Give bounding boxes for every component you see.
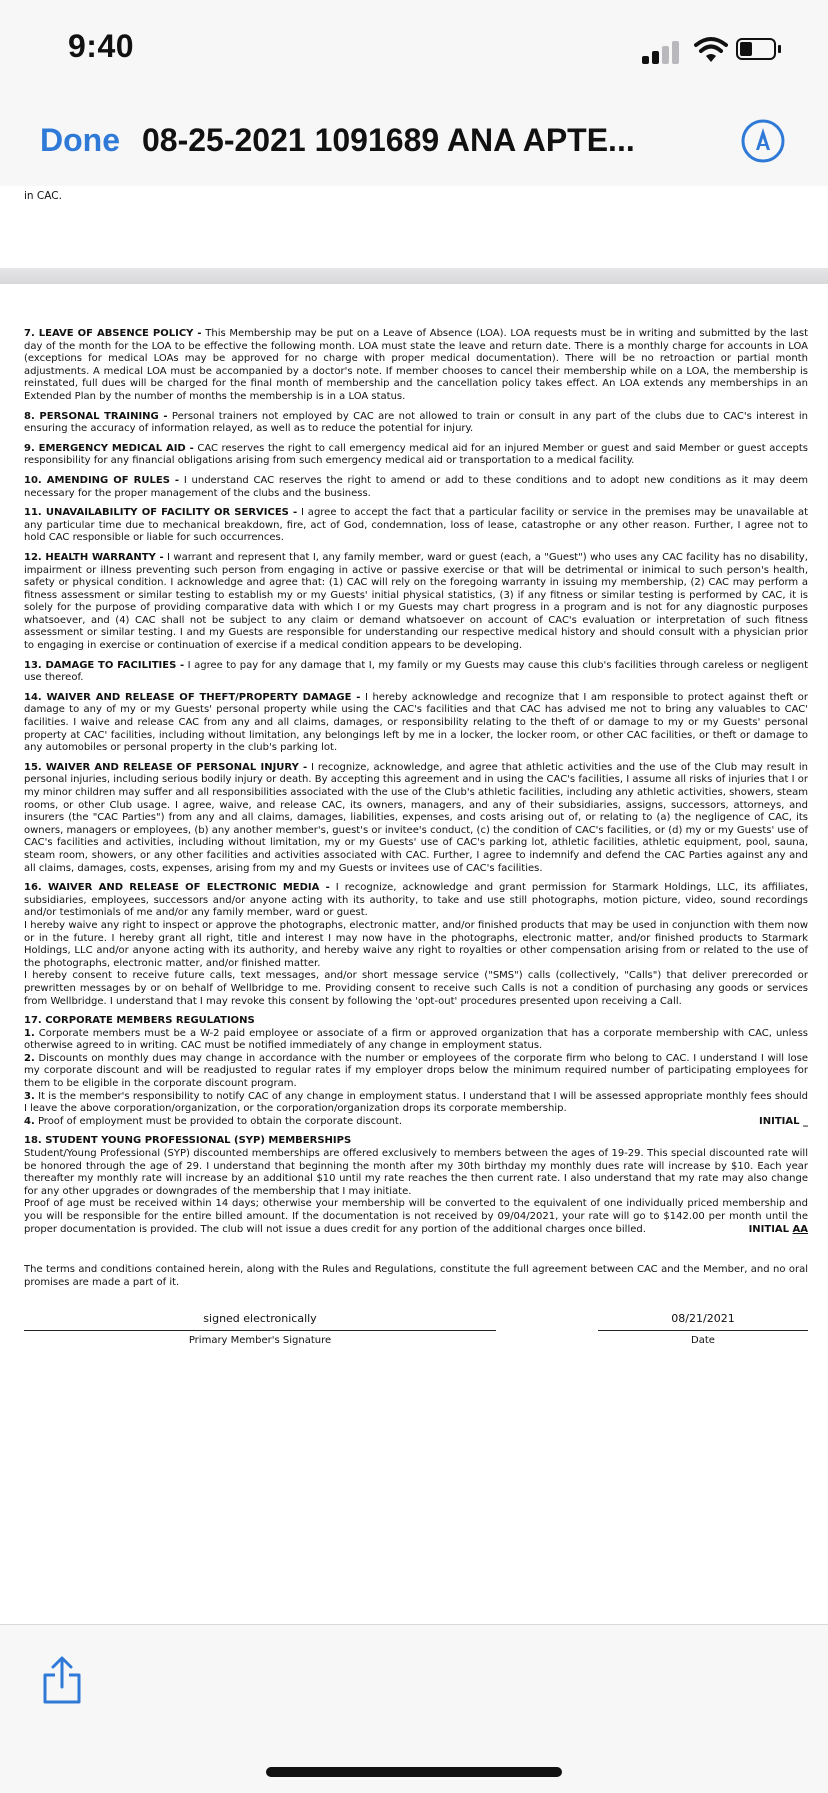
section-title: 7. LEAVE OF ABSENCE POLICY -: [24, 328, 202, 339]
cellular-signal-icon: [642, 34, 682, 68]
markup-pen-icon[interactable]: [740, 118, 786, 164]
closing-statement: The terms and conditions contained herein, along with the Rules and Regulations, constitute the full agreement between CAC and the Member, and no oral promises are made a part of it.: [24, 1264, 808, 1288]
section-title: 9. EMERGENCY MEDICAL AID -: [24, 442, 194, 454]
section-personal-injury: [24, 762, 808, 875]
status-bar: [0, 0, 828, 100]
date-block: [598, 1313, 808, 1347]
section-theft-property-damage: [24, 692, 808, 755]
signature-value: signed electronically: [24, 1313, 496, 1331]
date-value: 08/21/2021: [598, 1313, 808, 1331]
section-body: Personal trainers not employed by CAC are not allowed to train or consult in any part of the clubs due to CAC's interest in ensuring the accuracy of information relayed, as well as to reduce the potential for injury.: [24, 410, 808, 435]
section-body: I understand CAC reserves the right to amend or add to these conditions and to adopt new conditions as it may deem necessary for the proper management of the clubs and the business.: [24, 474, 808, 499]
list-item: 3. It is the member's responsibility to notify CAC of any change in employment status. I understand that I will be assessed appropriate monthly fees should I leave the above corporation/organization, or the corporation/organization drops its corporate membership.: [24, 1090, 808, 1115]
done-button[interactable]: Done: [40, 122, 120, 158]
signature-row: [24, 1313, 808, 1353]
home-indicator[interactable]: [266, 1767, 562, 1777]
section-corporate-members: [24, 1015, 808, 1128]
page1-tail-text: in CAC.: [24, 190, 62, 202]
section-syp-memberships: [24, 1135, 808, 1236]
section-title: 14. WAIVER AND RELEASE OF THEFT/PROPERTY DAMAGE -: [24, 691, 361, 703]
section-paragraph: I hereby waive any right to inspect or approve the photographs, electronic matter, and/or finished products that may be used in conjunction with them now or in the future. I hereby grant all right, title and interest I may now have in the photographs, electronic matter, and/or finished products to Starmark Holdings, LLC and/or anyone acting with its authority, and hereby waive any right to royalties or other compensation arising from or related to the use of the photographs, electronic matter, and/or finished matter.: [24, 919, 808, 969]
section-health-warranty: [24, 552, 808, 653]
section-leave-of-absence: [24, 328, 808, 404]
status-time: 9:40: [68, 28, 135, 64]
wifi-icon: [694, 36, 728, 64]
section-body: CAC reserves the right to call emergency medical aid for an injured Member or guest and said Member or guest accepts responsibility for any financial obligations arising from such emergency medical aid or transportation to a medical facility.: [24, 442, 808, 467]
list-item: 4. Proof of employment must be provided to obtain the corporate discount. INITIAL _: [24, 1115, 808, 1127]
battery-icon: [736, 38, 782, 62]
initial-field: INITIAL AA: [748, 1223, 808, 1235]
section-body: This Membership may be put on a Leave of Absence (LOA). LOA requests must be in writing and submitted by the last day of the month for the LOA to be effective the following month. LOA must state the leave and return date. There is a monthly charge for accounts in LOA (exceptions for medical LOAs may be approved for no charge with proper medical documentation). There will be no retroaction or partial month adjustments. A medical LOA must be accompanied by a doctor's note. If member chooses to cancel their membership while on a LOA, the membership is reinstated, full dues will be charged for the final month of membership and the cancellation policy takes effect. An LOA extends any memberships in an Extended Plan by the number of months the membership is in a LOA status.: [24, 328, 809, 402]
signature-block: [24, 1313, 496, 1347]
section-title: 15. WAIVER AND RELEASE OF PERSONAL INJURY -: [24, 761, 308, 773]
section-electronic-media: [24, 882, 808, 1008]
section-title: 17. CORPORATE MEMBERS REGULATIONS: [24, 1015, 255, 1027]
pdf-page[interactable]: [0, 284, 828, 1624]
section-paragraph: Proof of age must be received within 14 days; otherwise your membership will be converted to the equivalent of one individually priced membership and you will be responsible for the entire billed amount. If the documentation is not received by 09/04/2021, your rate will go to $142.00 per month until the proper documentation is provided. The club will not issue a dues credit for any portion of the additional charges once billed. INITIAL AA: [24, 1198, 808, 1235]
share-icon[interactable]: [40, 1655, 84, 1705]
document-title: 08-25-2021 1091689 ANA APTE...: [142, 122, 635, 158]
section-body: I recognize, acknowledge, and agree that athletic activities and the use of the Club may result in personal injuries, including serious bodily injury or death. By accepting this agreement and in using the CAC's facilities, I assume all risks of injuries that I or my minor children may suffer and all responsibilities associated with the use of the Club's athletic facilities, including any athletic activities, showers, steam rooms, or other Club usage. I agree, waive, and release CAC, its owners, managers, and any of their subsidiaries, assigns, successors, attorneys, and insurers (the "CAC Parties") from any and all claims, damages, liabilities, expenses, and costs arising out of, or relating to (a) the negligence of CAC, its owners, managers or employees, (b) any another member's, guest's or invitee's conduct, (c) the condition of CAC's facilities, or (d) my or my Guests' use of CAC's facilities and activities, including without limitation, my or my Guests' use of CAC's parking lot, athletic facilities, athletic equipment, pool, sauna, steam room, showers, or any other facilities and activities associated with CAC. Further, I agree to indemnify and defend the CAC Parties against any and all claims, damages, costs, expenses, arising from my and my Guests or invitees use of CAC's facilities.: [24, 761, 808, 874]
initial-field: INITIAL _: [759, 1115, 808, 1127]
section-title: 10. AMENDING OF RULES -: [24, 474, 180, 486]
section-body: I warrant and represent that I, any family member, ward or guest (each, a "Guest") who uses any CAC facility has no disability, impairment or illness preventing such person from engaging in active or passive exercise or that will be detrimental or inimical to such person's health, safety or physical condition. I acknowledge and agree that: (1) CAC will rely on the foregoing warranty in issuing my membership, (2) CAC may perform a fitness assessment or similar testing to establish my or my Guests' initial physical statistics, (3) if any fitness or similar testing is performed by CAC, it is solely for the purpose of providing comparative data with which I or my Guests may chart progress in a program and is not for any diagnostic purposes whatsoever, and (4) CAC shall not be subject to any claim or demand whatsoever on account of CAC's evaluation or interpretation of such fitness assessment or similar testing. I and my Guests are responsible for understanding our respective medical history and should consult with a physician prior to engaging in exercise or continuation of exercise if a medical condition appears to be developing.: [24, 551, 808, 652]
list-item: 2. Discounts on monthly dues may change in accordance with the number or employees of the corporate firm who belong to CAC. I understand I will lose my corporate discount and will be readjusted to regular rates if my employer drops below the minimum required number of participating employees for them to be eligible in the corporate discount program.: [24, 1052, 808, 1090]
bottom-toolbar: [0, 1624, 828, 1793]
section-paragraph: Student/Young Professional (SYP) discounted memberships are offered exclusively to members between the ages of 19-29. This special discounted rate will be honored through the age of 29. I understand that beginning the month after my 30th birthday my monthly dues rate will increase by $10. Each year thereafter my monthly rate will increase by an additional $10 until my rate reaches the then current rate. I also understand that my rate may also change for any other upgrades or downgrades of the membership that I may initiate.: [24, 1148, 808, 1197]
cutoff-text-line: [24, 186, 804, 190]
section-unavailability: [24, 507, 808, 545]
section-body: I agree to pay for any damage that I, my family or my Guests may cause this club's facilities through careless or negligent use thereof.: [24, 659, 808, 684]
section-damage-to-facilities: [24, 660, 808, 685]
signature-label: Primary Member's Signature: [188, 1334, 332, 1346]
date-label: Date: [691, 1334, 715, 1346]
section-body: I recognize, acknowledge and grant permission for Starmark Holdings, LLC, its affiliates, subsidiaries, employees, successors and/or anyone acting with its authority, to take and use still photographs, motion picture, video, sound recordings and/or testimonials of me and/or any family member, ward or guest.: [24, 882, 808, 919]
section-title: 16. WAIVER AND RELEASE OF ELECTRONIC MEDIA -: [24, 882, 330, 894]
section-paragraph: I hereby consent to receive future calls, text messages, and/or short message service ("SMS") calls (collectively, "Calls") that deliver prerecorded or prewritten messages by or on behalf of Wellbridge to me. Providing consent to receive such Calls is not a condition of purchasing any goods or services from Wellbridge. I understand that I may revoke this consent by following the 'opt-out' procedures presented upon receiving a Call.: [24, 970, 808, 1007]
section-emergency-medical-aid: [24, 443, 808, 468]
section-body: I agree to accept the fact that a particular facility or service in the premises may be unavailable at any particular time due to mechanical breakdown, fire, act of God, condemnation, loss of lease, catastrophe or any other reason. Further, I agree not to hold CAC responsible or liable for such occurrences.: [24, 507, 809, 544]
section-title: 8. PERSONAL TRAINING -: [24, 410, 168, 422]
section-title: 13. DAMAGE TO FACILITIES -: [24, 659, 185, 671]
list-item: 1. Corporate members must be a W-2 paid employee or associate of a firm or approved organization that has a corporate membership with CAC, unless otherwise agreed to in writing. CAC must be notified immediately of any change in employment status.: [24, 1027, 808, 1052]
section-personal-training: [24, 411, 808, 436]
section-title: 18. STUDENT YOUNG PROFESSIONAL (SYP) MEMBERSHIPS: [24, 1135, 352, 1147]
section-amending-rules: [24, 475, 808, 500]
page-separator: [0, 268, 828, 284]
section-title: 12. HEALTH WARRANTY -: [24, 551, 164, 563]
pdf-page-previous: [0, 186, 828, 268]
section-title: 11. UNAVAILABILITY OF FACILITY OR SERVICES -: [24, 507, 298, 519]
terms-document: [24, 328, 808, 1353]
section-body: I hereby acknowledge and recognize that I am responsible to protect against theft or damage to any of my or my Guests' personal property while using the CAC's facilities and that CAC has advised me not to bring any valuables to CAC' facilities. I waive and release CAC from any and all claims, damages, or responsibility relating to the theft of or damage to my or my Guests' personal property at CAC' facilities, including without limitation, any belongings left by me in a locker, the locker room, or other CAC facilities, or theft or damage to any automobiles or personal property in the club's parking lot.: [24, 691, 808, 754]
nav-bar: [0, 100, 828, 186]
status-icons: [642, 34, 792, 68]
